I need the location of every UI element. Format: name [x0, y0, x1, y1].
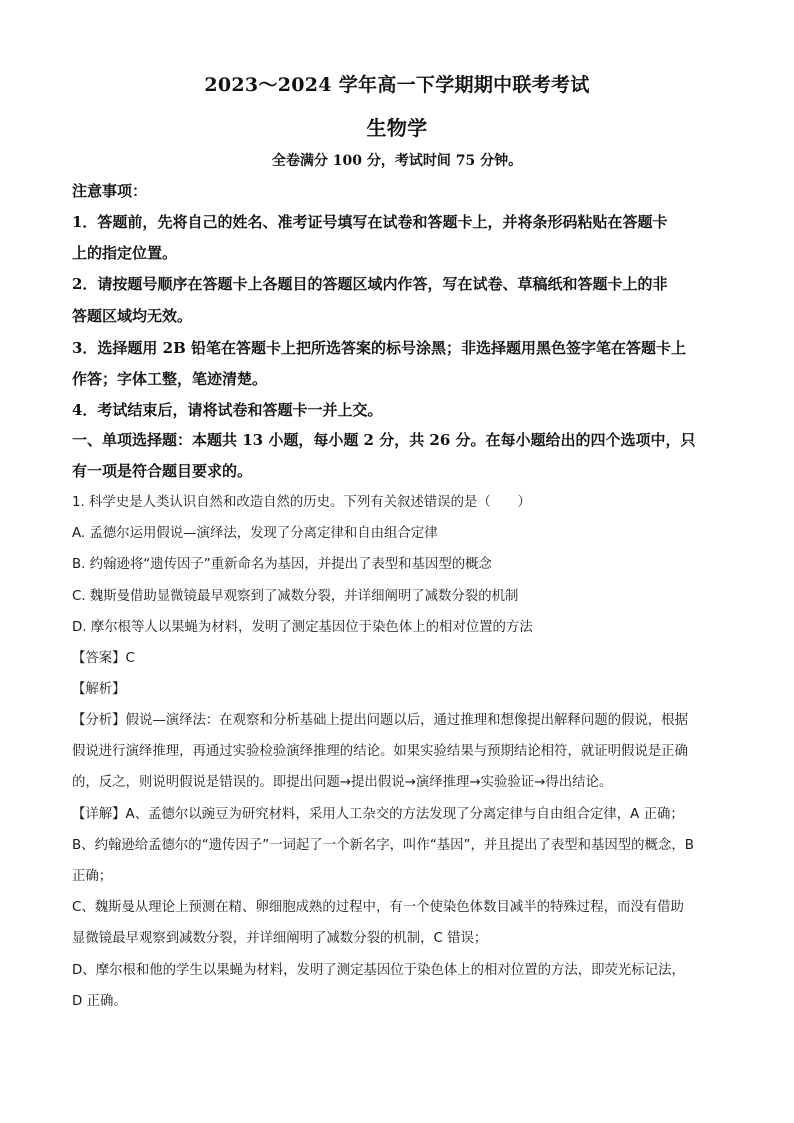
option-c: C. 魏斯曼借助显微镜最早观察到了减数分裂，并详细阐明了减数分裂的机制 [72, 589, 519, 604]
exam-title: 2023～2024 学年高一下学期期中联考考试 [204, 74, 590, 96]
detail-line: D、摩尔根和他的学生以果蝇为材料，发明了测定基因位于染色体上的相对位置的方法，即荧光标记法， [72, 963, 685, 978]
question-stem: 1. 科学史是人类认识自然和改造自然的历史。下列有关叙述错误的是（ ） [72, 495, 531, 510]
option-b: B. 约翰逊将“遗传因子”重新命名为基因，并提出了表型和基因型的概念 [72, 557, 492, 572]
detail-line: C、魏斯曼从理论上预测在精、卵细胞成熟的过程中，有一个使染色体数目减半的特殊过程，而没有借助 [72, 900, 684, 915]
exam-info: 全卷满分 100 分，考试时间 75 分钟。 [271, 153, 523, 169]
analysis-line: 假说进行演绎推理，再通过实验检验演绎推理的结论。如果实验结果与预期结论相符，就证明假说是正确 [72, 744, 688, 759]
note-line: 4．考试结束后，请将试卷和答题卡一并上交。 [72, 401, 383, 419]
option-a: A. 孟德尔运用假说—演绎法，发现了分离定律和自由组合定律 [72, 526, 438, 541]
analysis-heading: 【解析】 [72, 682, 126, 697]
note-line: 2．请按题号顺序在答题卡上各题目的答题区域内作答，写在试卷、草稿纸和答题卡上的非 [72, 275, 668, 293]
section-heading: 一、单项选择题：本题共 13 小题，每小题 2 分，共 26 分。在每小题给出的四个选项中，只 [72, 431, 696, 449]
detail-line: D 正确。 [72, 994, 127, 1009]
subject-title: 生物学 [366, 116, 428, 140]
note-line: 答题区域均无效。 [72, 307, 193, 325]
detail-line: 【详解】A、孟德尔以豌豆为研究材料，采用人工杂交的方法发现了分离定律与自由组合定律，A 正确； [72, 807, 684, 822]
note-line: 作答；字体工整，笔迹清楚。 [72, 370, 268, 388]
answer-line: 【答案】C [72, 651, 135, 666]
detail-line: 正确； [72, 869, 113, 884]
note-line: 1．答题前，先将自己的姓名、准考证号填写在试卷和答题卡上，并将条形码粘贴在答题卡 [72, 213, 668, 231]
analysis-line: 【分析】假说—演绎法：在观察和分析基础上提出问题以后，通过推理和想像提出解释问题的假说，根据 [72, 713, 688, 728]
section-heading-cont: 有一项是符合题目要求的。 [72, 462, 253, 480]
note-line: 3．选择题用 2B 铅笔在答题卡上把所选答案的标号涂黑；非选择题用黑色签字笔在答题卡上 [72, 339, 687, 357]
option-d: D. 摩尔根等人以果蝇为材料，发明了测定基因位于染色体上的相对位置的方法 [72, 620, 533, 635]
analysis-line: 的，反之，则说明假说是错误的。即提出问题→提出假说→演绎推理→实验验证→得出结论。 [72, 775, 613, 790]
note-line: 上的指定位置。 [72, 244, 178, 262]
detail-line: B、约翰逊给孟德尔的“遗传因子”一词起了一个新名字，叫作“基因”，并且提出了表型和基因型的概念，B [72, 838, 694, 853]
detail-line: 显微镜最早观察到减数分裂，并详细阐明了减数分裂的机制，C 错误； [72, 931, 488, 946]
notes-heading: 注意事项： [72, 182, 148, 200]
